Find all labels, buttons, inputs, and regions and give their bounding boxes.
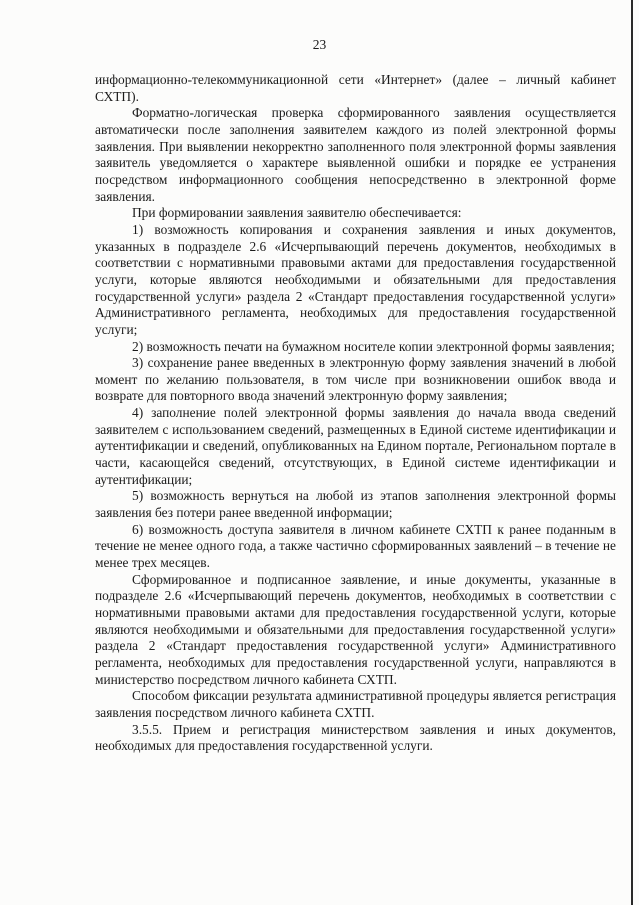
paragraph-continuation: информационно-телекоммуникационной сети «Интернет» (далее – личный кабинет СХТП). bbox=[95, 72, 616, 104]
list-item-6: 6) возможность доступа заявителя в личном кабинете СХТП к ранее поданным в течение не менее одного года, а также частично сформированных заявлений – в течение не менее трех месяцев. bbox=[95, 521, 616, 571]
list-item-1: 1) возможность копирования и сохранения заявления и иных документов, указанных в подразделе 2.6 «Исчерпывающий перечень документов, необходимых в соответствии с нормативными правовыми актами для предоставления государственной услуги, которые являются необходимыми и обязательными для предоставления государственной услуги» раздела 2 «Стандарт предоставления государственной услуги» Административного регламента, необходимых для предоставления государственной услуги; bbox=[95, 221, 616, 337]
page-edge-line bbox=[631, 0, 633, 905]
paragraph-provisions-intro: При формировании заявления заявителю обеспечивается: bbox=[132, 205, 462, 221]
paragraph-submission: Сформированное и подписанное заявление, и иные документы, указанные в подразделе 2.6 «Исчерпывающий перечень документов, необходимых в соответствии с нормативными правовыми актами для предоставления государственной услуги, которые являются необходимыми и обязательными для предоставления государственной услуги» раздела 2 «Стандарт предоставления государственной услуги» Административного регламента, необходимых для предоставления государственной услуги, направляются в министерство посредством личного кабинета СХТП. bbox=[95, 571, 616, 687]
page-number: 23 bbox=[312, 37, 327, 52]
paragraph-format-check: Форматно-логическая проверка сформированного заявления осуществляется автоматически после заполнения заявителем каждого из полей электронной формы заявления. При выявлении некорректно заполненного поля электронной формы заявления заявитель уведомляется о характере выявленной ошибки и порядке ее устранения посредством информационного сообщения непосредственно в электронной форме заявления. bbox=[95, 105, 616, 204]
paragraph-fixation: Способом фиксации результата административной процедуры является регистрация заявления посредством личного кабинета СХТП. bbox=[95, 688, 616, 720]
list-item-3: 3) сохранение ранее введенных в электронную форму заявления значений в любой момент по желанию пользователя, в том числе при возникновении ошибок ввода и возврате для повторного ввода значений электронную форму заявления; bbox=[95, 355, 616, 404]
list-item-5: 5) возможность вернуться на любой из этапов заполнения электронной формы заявления без потери ранее введенной информации; bbox=[95, 488, 616, 521]
list-item-4: 4) заполнение полей электронной формы заявления до начала ввода сведений заявителем с использованием сведений, размещенных в Единой системе идентификации и аутентификации и сведений, опубликованных на Едином портале, Региональном портале в части, касающейся сведений, отсутствующих, в Единой системе идентификации и аутентификации; bbox=[95, 405, 616, 487]
section-heading-3-5-5: 3.5.5. Прием и регистрация министерством заявления и иных документов, необходимых для предоставления государственной услуги. bbox=[95, 721, 616, 754]
document-body bbox=[95, 72, 616, 755]
list-item-2: 2) возможность печати на бумажном носителе копии электронной формы заявления; bbox=[132, 338, 615, 354]
